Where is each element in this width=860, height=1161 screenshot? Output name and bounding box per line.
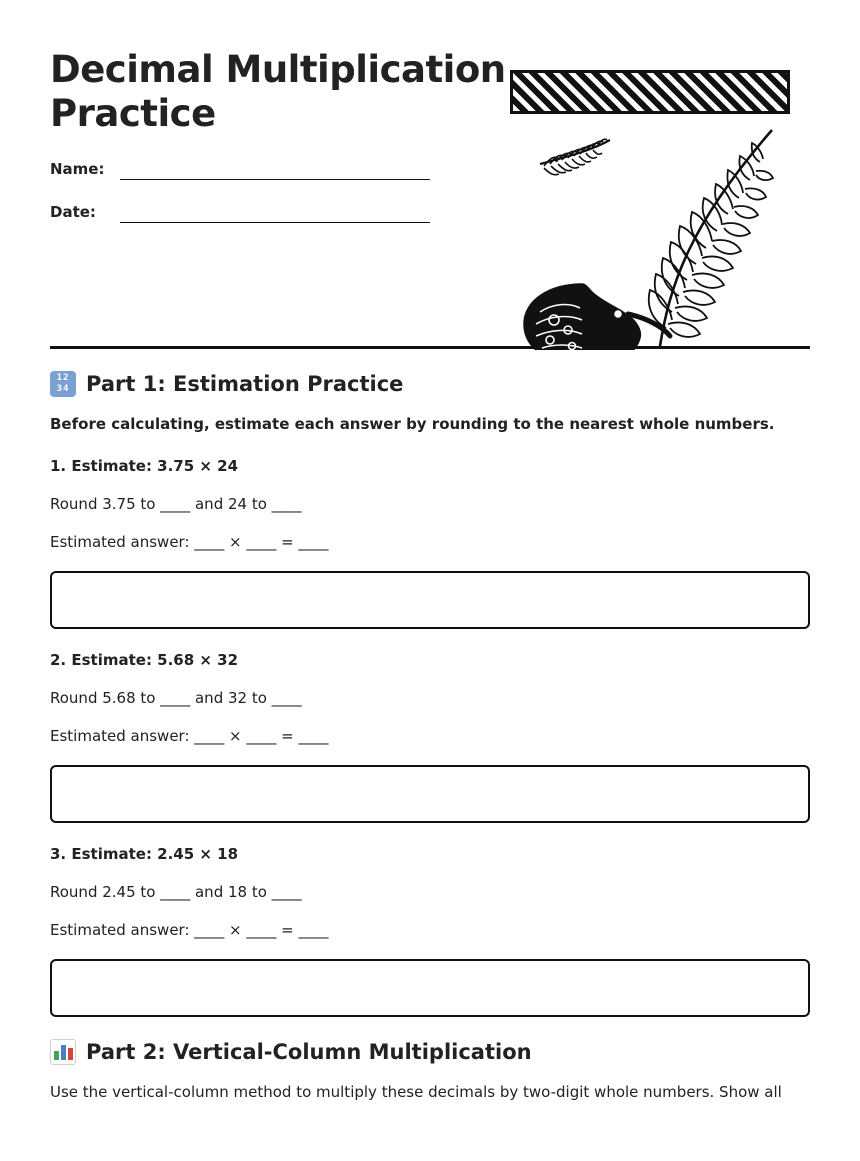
worksheet-header <box>50 48 810 338</box>
question-2-title: 2. Estimate: 5.68 × 32 <box>50 651 239 669</box>
question-1-round-line[interactable]: Round 3.75 to ____ and 24 to ____ <box>50 495 302 513</box>
question-3-estimate-line[interactable]: Estimated answer: ____ × ____ = ____ <box>50 921 329 939</box>
question-2-estimate-line[interactable]: Estimated answer: ____ × ____ = ____ <box>50 727 329 745</box>
part1-instruction: Before calculating, estimate each answer by rounding to the nearest whole numbers. <box>50 415 775 433</box>
part2-title: Part 2: Vertical-Column Multiplication <box>86 1040 532 1064</box>
question-3-answer-box[interactable] <box>50 959 810 1017</box>
decorative-artwork <box>510 70 810 350</box>
date-label: Date: <box>50 202 96 221</box>
part2-note: Use the vertical-column method to multiply these decimals by two-digit whole numbers. Show all <box>50 1083 782 1101</box>
fern-and-kiwi-illustration <box>510 114 810 350</box>
part2-heading-row <box>50 1039 810 1065</box>
1234-icon-top: 12 <box>56 373 70 383</box>
bar-chart-icon <box>50 1039 76 1065</box>
question-1-title: 1. Estimate: 3.75 × 24 <box>50 457 239 475</box>
question-2-round-line[interactable]: Round 5.68 to ____ and 32 to ____ <box>50 689 302 707</box>
maori-border-icon <box>510 70 790 114</box>
silver-fern-small-icon <box>540 139 610 175</box>
question-3-round-line[interactable]: Round 2.45 to ____ and 18 to ____ <box>50 883 302 901</box>
silver-fern-large-icon <box>649 130 773 346</box>
name-label: Name: <box>50 159 105 178</box>
1234-icon-bottom: 34 <box>56 384 70 394</box>
name-field-row <box>50 159 430 180</box>
1234-icon <box>50 371 76 397</box>
question-3-title: 3. Estimate: 2.45 × 18 <box>50 845 239 863</box>
part1-title: Part 1: Estimation Practice <box>86 372 404 396</box>
date-field-row <box>50 202 430 223</box>
name-input-line[interactable] <box>120 159 430 180</box>
part1-heading-row <box>50 371 810 397</box>
question-2-answer-box[interactable] <box>50 765 810 823</box>
question-1-answer-box[interactable] <box>50 571 810 629</box>
page-title: Decimal Multiplication Practice <box>50 48 506 136</box>
date-input-line[interactable] <box>120 202 430 223</box>
question-1-estimate-line[interactable]: Estimated answer: ____ × ____ = ____ <box>50 533 329 551</box>
kiwi-bird-icon <box>524 284 670 350</box>
